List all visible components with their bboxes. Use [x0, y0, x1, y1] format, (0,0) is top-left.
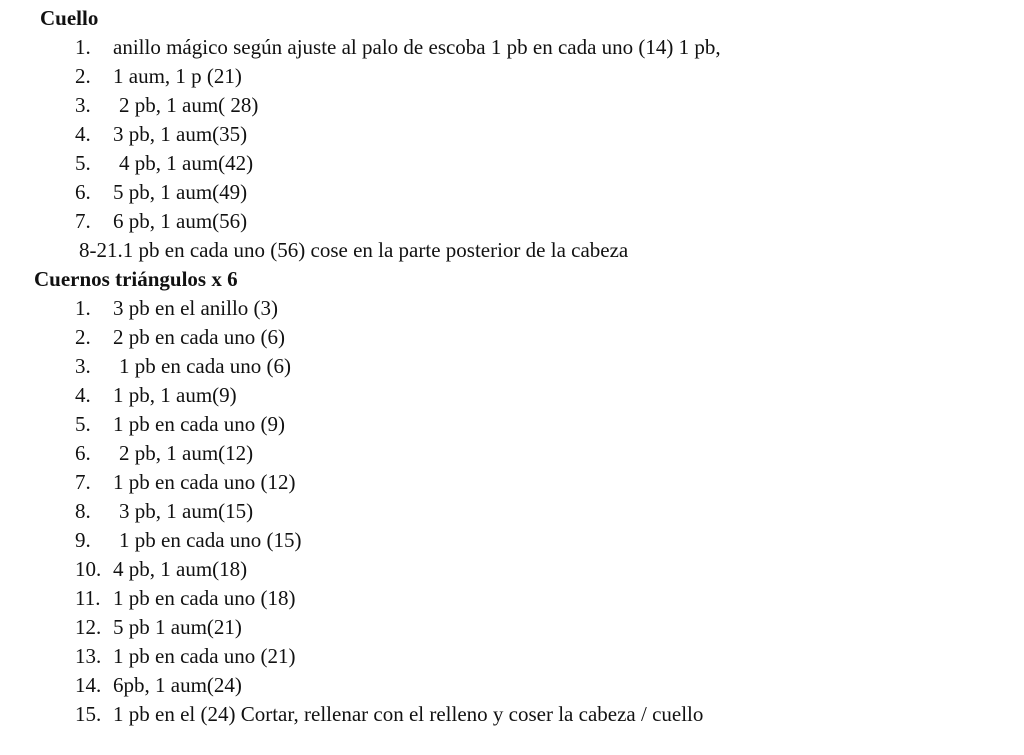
list-item	[0, 323, 1024, 352]
list-item	[0, 149, 1024, 178]
item-text: 1 pb en cada uno (9)	[113, 412, 286, 436]
item-text: 1 pb en cada uno (15)	[119, 528, 302, 552]
list-item	[0, 642, 1024, 671]
item-number: 4.	[75, 122, 91, 146]
list-item	[0, 439, 1024, 468]
item-number: 10.	[75, 557, 102, 581]
item-number: 1.	[75, 296, 91, 320]
item-number: 7.	[75, 209, 91, 233]
item-text: 2 pb en cada uno (6)	[113, 325, 286, 349]
item-number: 9.	[75, 528, 91, 552]
item-number: 11.	[75, 586, 101, 610]
item-number: 2.	[75, 325, 91, 349]
list-item	[0, 352, 1024, 381]
list-item	[0, 497, 1024, 526]
item-text: 1 pb en el (24) Cortar, rellenar con el relleno y coser la cabeza / cuello	[113, 702, 704, 726]
section-heading-cuello: Cuello	[40, 6, 99, 30]
item-text: 1 aum, 1 p (21)	[113, 64, 242, 88]
item-number: 3.	[75, 354, 91, 378]
list-item	[0, 671, 1024, 700]
item-number: 3.	[75, 93, 91, 117]
list-item	[0, 613, 1024, 642]
item-text: 5 pb 1 aum(21)	[113, 615, 242, 639]
item-text: 3 pb, 1 aum(35)	[113, 122, 248, 146]
list-item	[0, 381, 1024, 410]
item-text: 5 pb, 1 aum(49)	[113, 180, 248, 204]
item-text: 4 pb, 1 aum(18)	[113, 557, 248, 581]
item-number: 12.	[75, 615, 102, 639]
list-item	[0, 468, 1024, 497]
list-item	[0, 584, 1024, 613]
list-item	[0, 62, 1024, 91]
list-item	[0, 120, 1024, 149]
document-page	[0, 4, 1024, 729]
trailing-instruction: 8-21.1 pb en cada uno (56) cose en la parte posterior de la cabeza	[79, 238, 629, 262]
list-item	[0, 33, 1024, 62]
item-number: 6.	[75, 180, 91, 204]
item-text: 1 pb en cada uno (21)	[113, 644, 296, 668]
item-number: 13.	[75, 644, 102, 668]
item-text: 1 pb en cada uno (12)	[113, 470, 296, 494]
list-item	[0, 410, 1024, 439]
item-text: 1 pb en cada uno (6)	[119, 354, 292, 378]
item-text: 1 pb en cada uno (18)	[113, 586, 296, 610]
item-text: 4 pb, 1 aum(42)	[119, 151, 254, 175]
list-item	[0, 555, 1024, 584]
section-heading-cuernos: Cuernos triángulos x 6	[34, 267, 238, 291]
list-item	[0, 526, 1024, 555]
list-item	[0, 91, 1024, 120]
item-text: 3 pb en el anillo (3)	[113, 296, 279, 320]
list-item	[0, 178, 1024, 207]
list-item	[0, 294, 1024, 323]
item-number: 4.	[75, 383, 91, 407]
list-item	[0, 207, 1024, 236]
item-text: 6 pb, 1 aum(56)	[113, 209, 248, 233]
item-number: 5.	[75, 412, 91, 436]
item-text: 6pb, 1 aum(24)	[113, 673, 242, 697]
list-item	[0, 700, 1024, 729]
item-number: 14.	[75, 673, 102, 697]
item-text: anillo mágico según ajuste al palo de escoba 1 pb en cada uno (14) 1 pb,	[113, 35, 721, 59]
item-number: 7.	[75, 470, 91, 494]
item-number: 1.	[75, 35, 91, 59]
item-text: 3 pb, 1 aum(15)	[119, 499, 254, 523]
item-number: 8.	[75, 499, 91, 523]
item-number: 6.	[75, 441, 91, 465]
item-number: 5.	[75, 151, 91, 175]
item-text: 1 pb, 1 aum(9)	[113, 383, 237, 407]
item-number: 15.	[75, 702, 102, 726]
item-text: 2 pb, 1 aum(12)	[119, 441, 254, 465]
item-number: 2.	[75, 64, 91, 88]
item-text: 2 pb, 1 aum( 28)	[119, 93, 259, 117]
